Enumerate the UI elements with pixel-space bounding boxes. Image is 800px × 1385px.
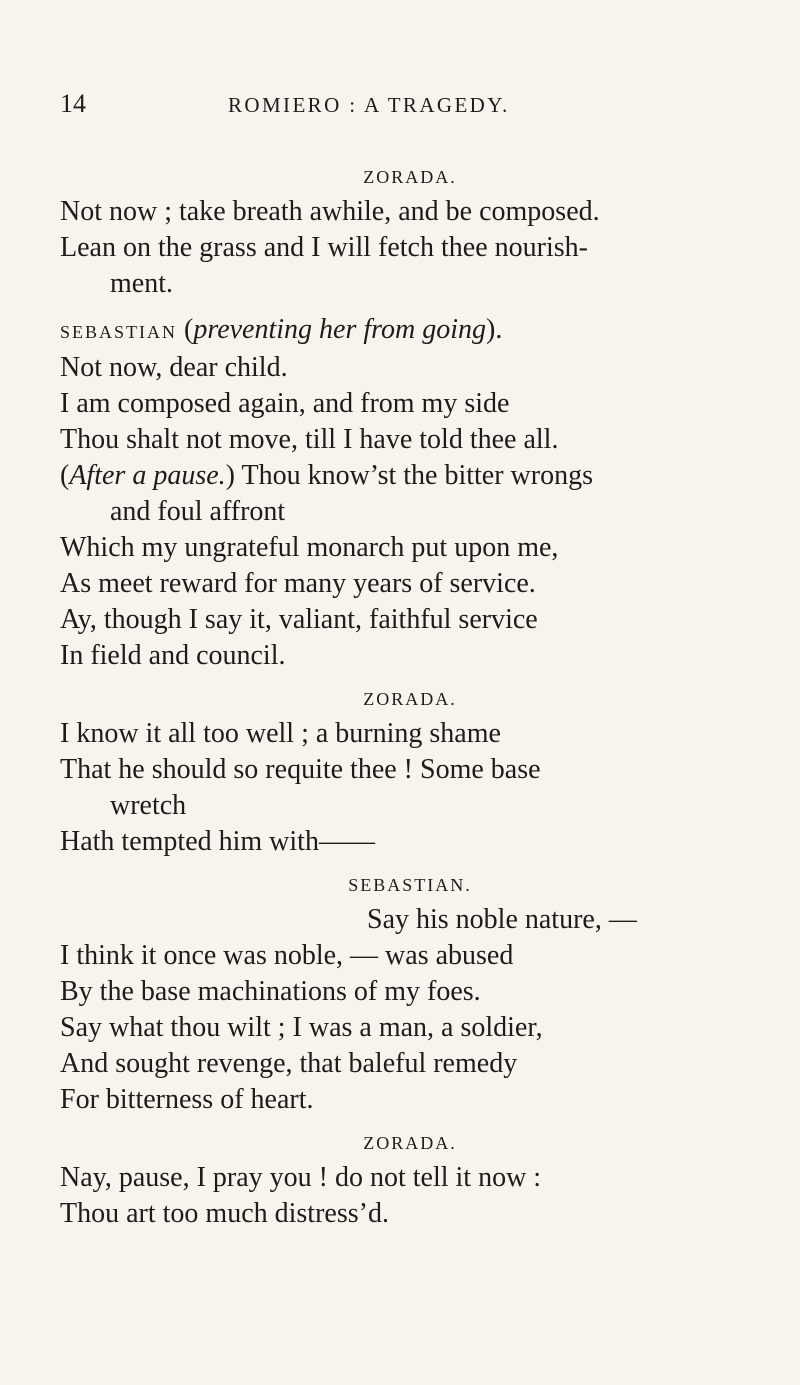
page-header	[60, 88, 740, 120]
verse-line: By the base machinations of my foes.	[60, 976, 481, 1007]
verse-line: I am composed again, and from my side	[60, 388, 510, 419]
speaker-zorada: ZORADA.	[363, 167, 457, 187]
running-title: ROMIERO : A TRAGEDY.	[228, 93, 510, 117]
verse-line: Hath tempted him with——	[60, 826, 375, 857]
speaker-sebastian: SEBASTIAN	[60, 322, 178, 342]
verse-line: And sought revenge, that baleful remedy	[60, 1048, 518, 1079]
stage-direction-paren: (	[184, 314, 194, 345]
stage-direction-paren: ).	[486, 314, 503, 345]
verse-line: Thou shalt not move, till I have told thee all.	[60, 424, 559, 455]
stage-direction-paren: (	[60, 460, 70, 491]
stage-direction-paren: )	[225, 460, 235, 491]
verse-line-half: Say his noble nature, —	[367, 904, 637, 935]
verse-text: Thou know’st the bitter wrongs	[241, 460, 593, 491]
verse-line: Ay, though I say it, valiant, faithful service	[60, 604, 538, 635]
speaker-zorada: ZORADA.	[363, 1133, 457, 1153]
verse-line-continuation: wretch	[110, 790, 187, 821]
verse-line: Nay, pause, I pray you ! do not tell it now :	[60, 1162, 542, 1193]
verse-line: Not now ; take breath awhile, and be composed.	[60, 196, 600, 227]
verse-line: Which my ungrateful monarch put upon me,	[60, 532, 559, 563]
verse-line-with-direction	[60, 458, 750, 494]
speaker-sebastian-with-direction	[60, 312, 750, 350]
stage-direction: After a pause.	[69, 460, 226, 491]
speaker-zorada: ZORADA.	[363, 689, 457, 709]
stage-direction: preventing her from going	[193, 314, 487, 345]
verse-line-continuation: ment.	[110, 268, 173, 299]
speaker-sebastian: SEBASTIAN.	[348, 875, 472, 895]
verse-line: In field and council.	[60, 640, 286, 671]
verse-line: For bitterness of heart.	[60, 1084, 314, 1115]
verse-line: Say what thou wilt ; I was a man, a soldier,	[60, 1012, 543, 1043]
verse-line: Thou art too much distress’d.	[60, 1198, 389, 1229]
page-number: 14	[60, 89, 86, 118]
play-text	[60, 162, 750, 1232]
verse-line: That he should so requite thee ! Some base	[60, 754, 541, 785]
verse-line: Not now, dear child.	[60, 352, 288, 383]
verse-line: As meet reward for many years of service.	[60, 568, 536, 599]
verse-line: I think it once was noble, — was abused	[60, 940, 514, 971]
verse-line-continuation: and foul affront	[110, 496, 286, 527]
verse-line: I know it all too well ; a burning shame	[60, 718, 501, 749]
verse-line: Lean on the grass and I will fetch thee nourish-	[60, 232, 588, 263]
